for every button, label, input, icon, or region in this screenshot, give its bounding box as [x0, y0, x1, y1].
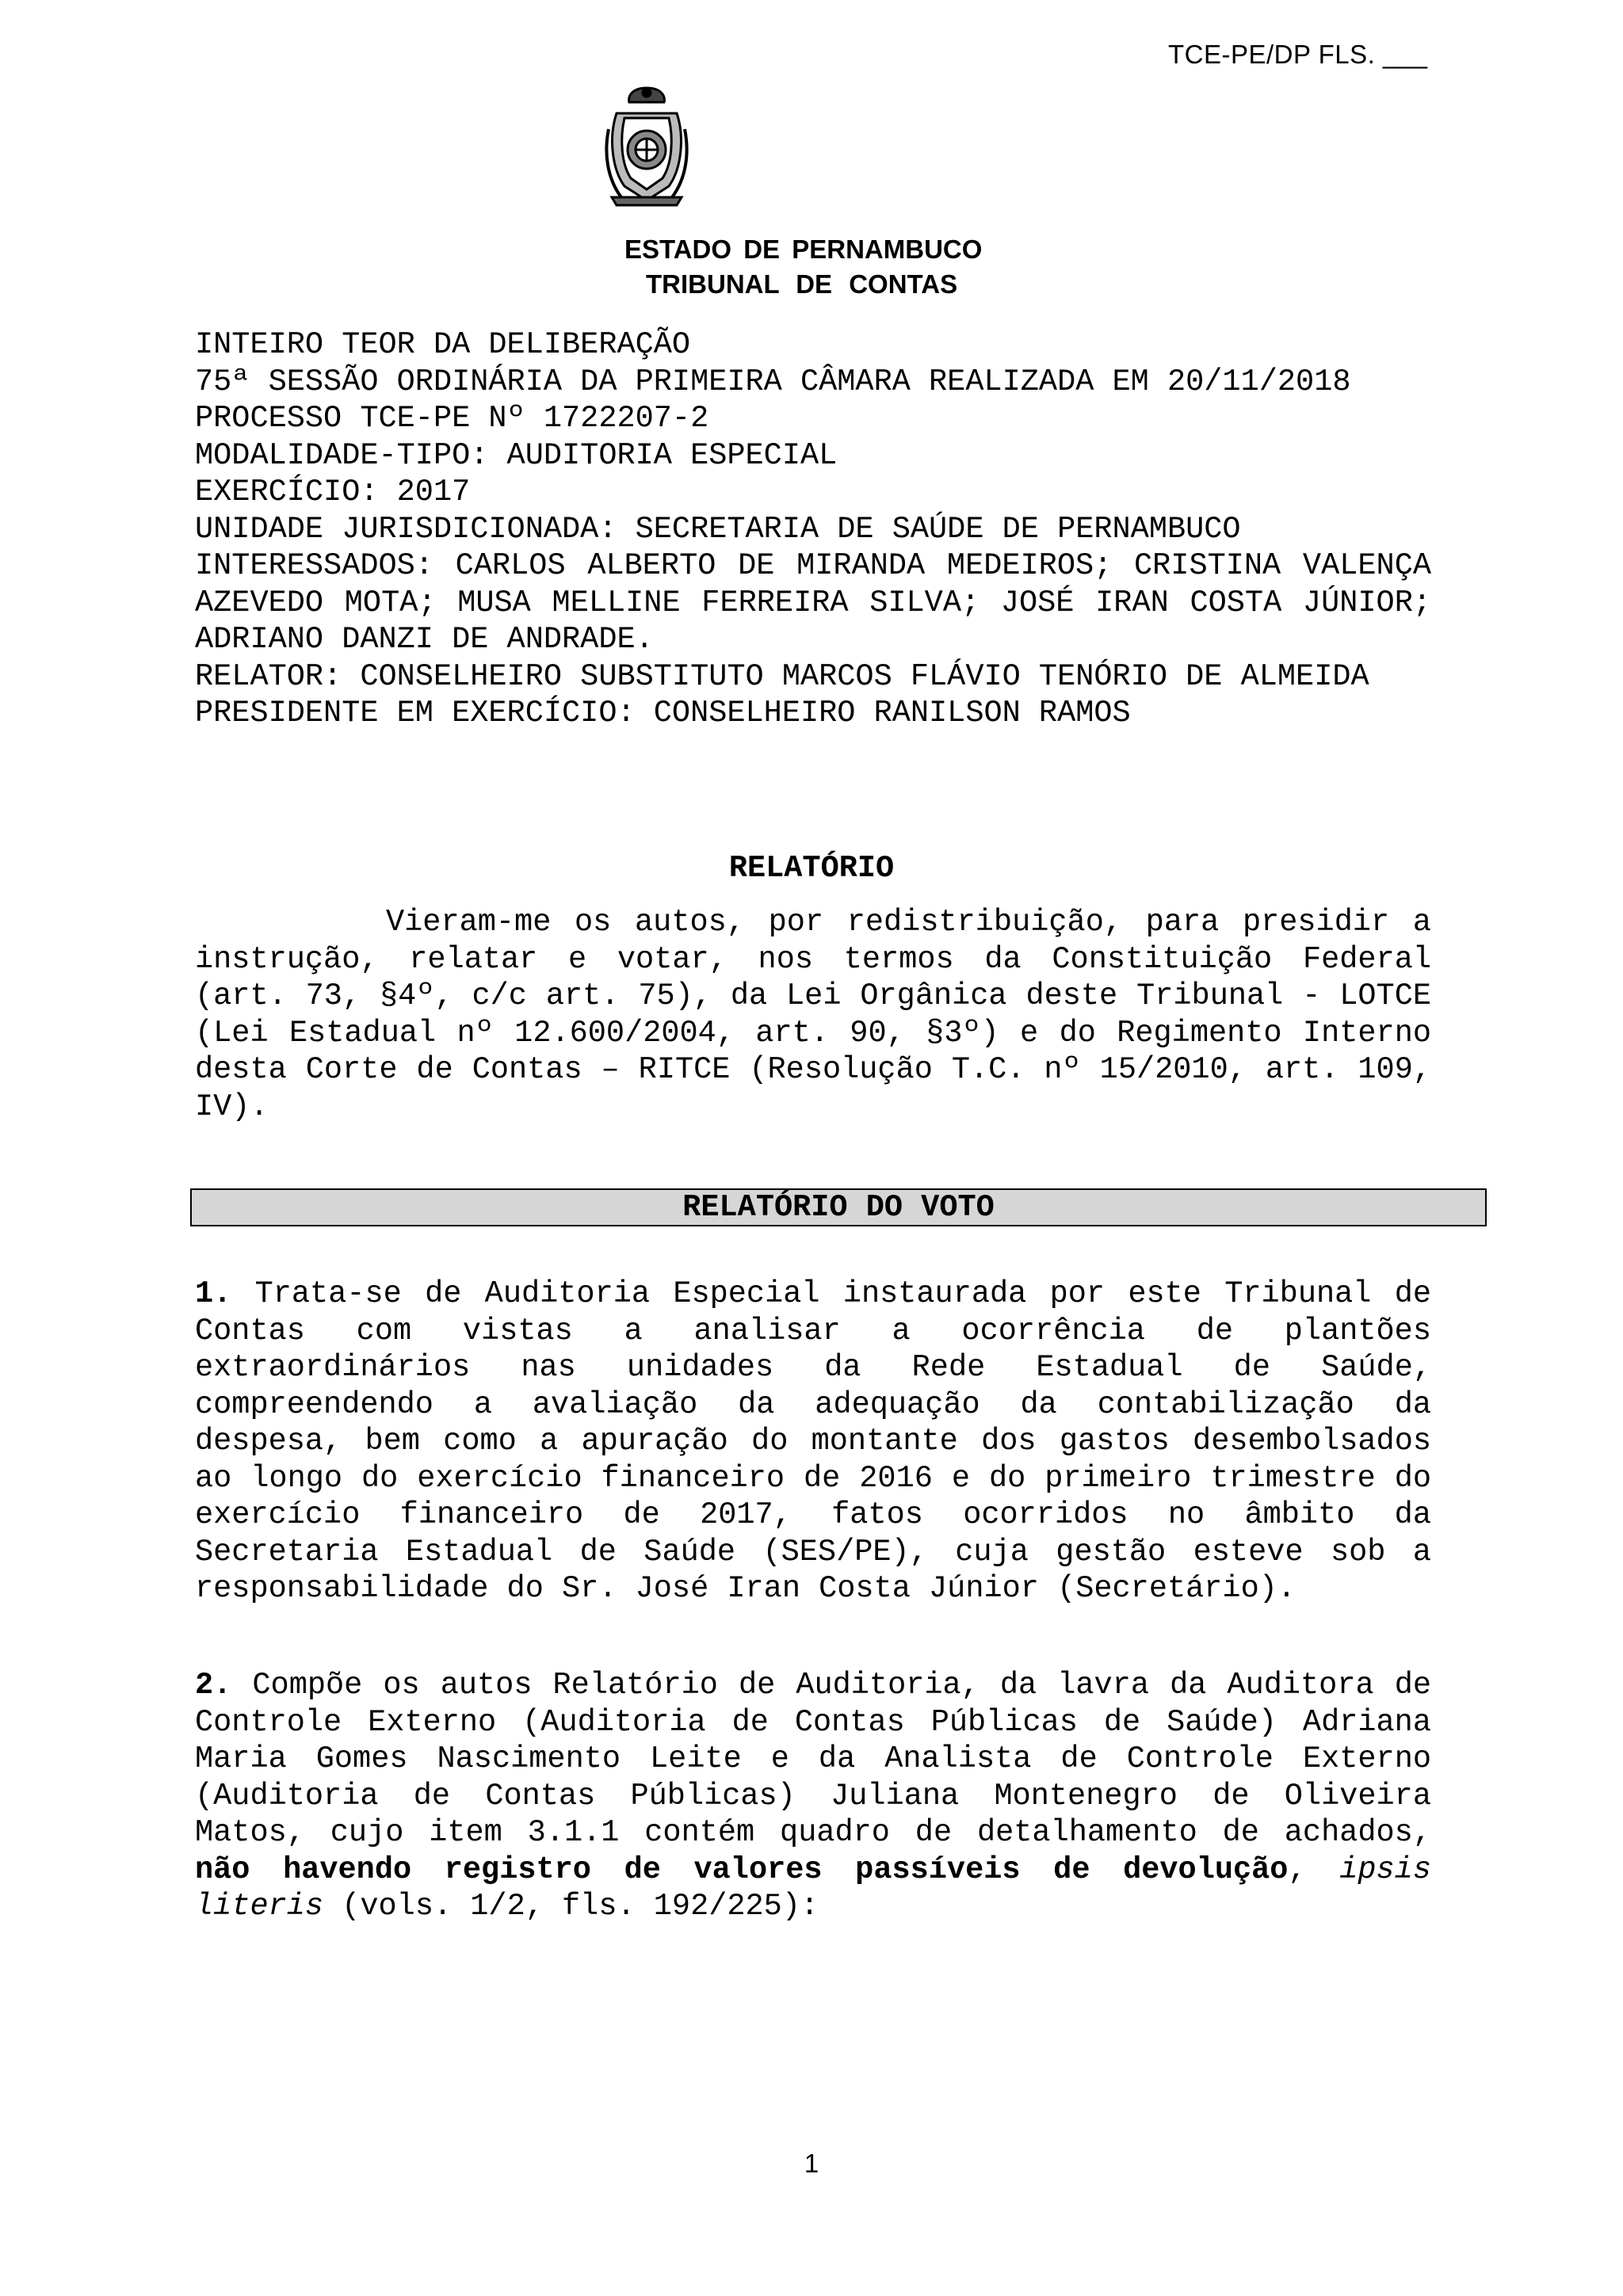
meta-line: EXERCÍCIO: 2017	[195, 475, 471, 509]
meta-line: 75ª SESSÃO ORDINÁRIA DA PRIMEIRA CÂMARA REALIZADA EM 20/11/2018	[195, 364, 1351, 399]
meta-line: INTEIRO TEOR DA DELIBERAÇÃO	[195, 327, 691, 362]
paragraph-1	[195, 1276, 1431, 1608]
intro-text: Vieram-me os autos, por redistribuição, para presidir a instrução, relatar e votar, nos termos da Constituição Federal (art. 73, §4º, c/c art. 75), da Lei Orgânica deste Tribunal - LOTCE (Lei Estadual nº 12.600/2004, art. 90, §3º) e do Regimento Interno desta Corte de Contas – RITCE (Resolução T.C. nº 15/2010, art. 109, IV).	[195, 905, 1431, 1124]
paragraph-text: Compõe os autos Relatório de Auditoria, da lavra da Auditora de Controle Externo (Auditoria de Contas Públicas de Saúde) Adriana Maria Gomes Nascimento Leite e da Analista de Controle Externo (Auditoria de Contas Públicas) Juliana Montenegro de Oliveira Matos, cujo item 3.1.1 contém quadro de detalhamento de achados,	[195, 1668, 1432, 1850]
meta-line: PROCESSO TCE-PE Nº 1722207-2	[195, 401, 709, 436]
paragraph-2	[195, 1667, 1431, 1925]
meta-presidente: PRESIDENTE EM EXERCÍCIO: CONSELHEIRO RANILSON RAMOS	[195, 696, 1131, 730]
emphasis-bold: não havendo registro de valores passíveis de devolução	[195, 1852, 1289, 1887]
deliberation-metadata	[195, 326, 1431, 732]
section-heading-relatorio: RELATÓRIO	[728, 851, 895, 886]
meta-line: MODALIDADE-TIPO: AUDITORIA ESPECIAL	[195, 437, 838, 473]
punctuation: ,	[1288, 1852, 1307, 1887]
state-title: ESTADO DE PERNAMBUCO	[624, 235, 983, 264]
meta-relator: RELATOR: CONSELHEIRO SUBSTITUTO MARCOS FLÁVIO TENÓRIO DE ALMEIDA	[195, 658, 1369, 694]
paragraph-number: 1.	[195, 1276, 232, 1311]
coat-of-arms-icon	[601, 82, 693, 210]
page-number: 1	[804, 2149, 819, 2178]
tribunal-title: TRIBUNAL DE CONTAS	[646, 269, 958, 299]
section-heading-relatorio-do-voto: RELATÓRIO DO VOTO	[682, 1190, 995, 1225]
folio-label: TCE-PE/DP FLS. ___	[1168, 40, 1428, 69]
paragraph-text: (vols. 1/2, fls. 192/225):	[342, 1889, 819, 1924]
intro-paragraph	[195, 904, 1431, 1125]
section-heading-box	[190, 1188, 1487, 1226]
meta-line: UNIDADE JURISDICIONADA: SECRETARIA DE SAÚDE DE PERNAMBUCO	[195, 511, 1241, 547]
meta-interessados: INTERESSADOS: CARLOS ALBERTO DE MIRANDA MEDEIROS; CRISTINA VALENÇA AZEVEDO MOTA; MUSA MELLINE FERREIRA SILVA; JOSÉ IRAN COSTA JÚNIOR; ADRIANO DANZI DE ANDRADE.	[195, 548, 1431, 657]
paragraph-text: Trata-se de Auditoria Especial instaurada por este Tribunal de Contas com vistas a analisar a ocorrência de plantões extraordinários nas unidades da Rede Estadual de Saúde, compreendendo a avaliação da adequação da contabilização da despesa, bem como a apuração do montante dos gastos desembolsados ao longo do exercício financeiro de 2016 e do primeiro trimestre do exercício financeiro de 2017, fatos ocorridos no âmbito da Secretaria Estadual de Saúde (SES/PE), cuja gestão esteve sob a responsabilidade do Sr. José Iran Costa Júnior (Secretário).	[195, 1276, 1432, 1606]
emphasis-italic: ipsis literis	[195, 1852, 1431, 1924]
paragraph-number: 2.	[195, 1668, 232, 1703]
